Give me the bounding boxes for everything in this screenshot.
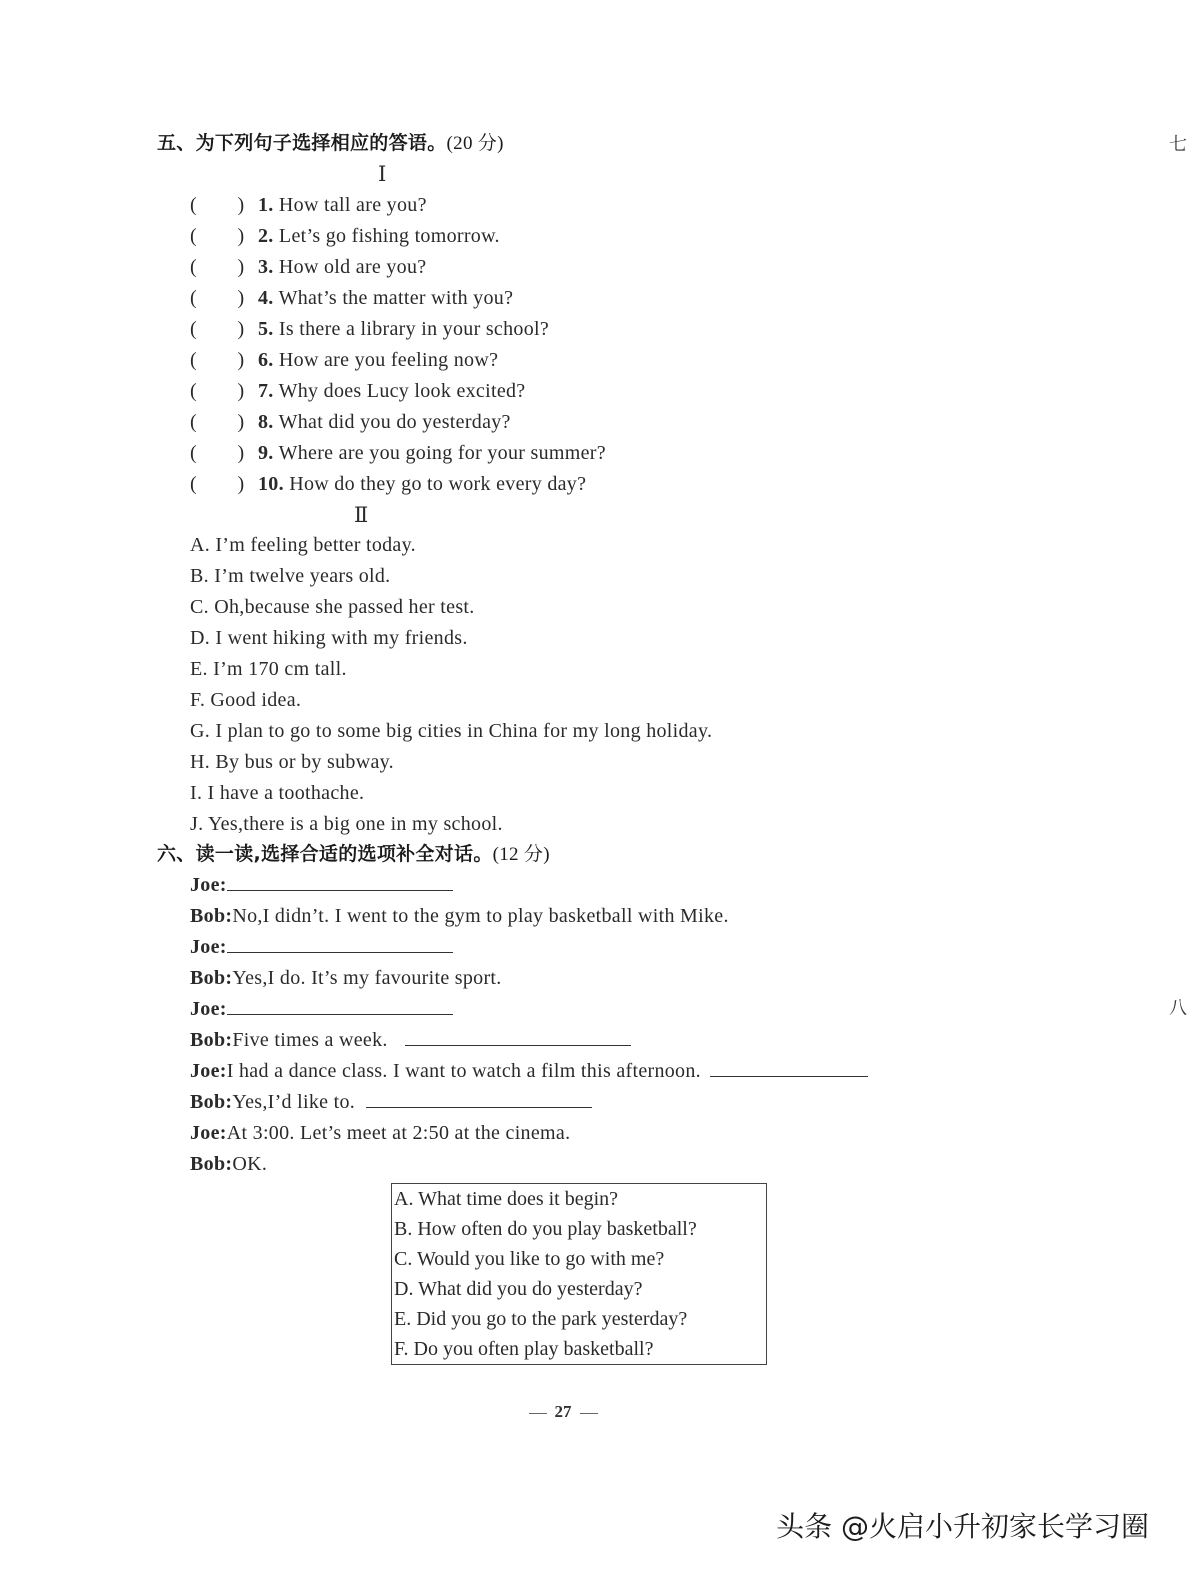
speaker: Joe: bbox=[190, 1060, 227, 1082]
answer-option-e: E. I’m 170 cm tall. bbox=[190, 658, 347, 680]
question-8 bbox=[190, 408, 511, 436]
answer-option-g: G. I plan to go to some big cities in China for my long holiday. bbox=[190, 720, 713, 742]
question-text: How are you feeling now? bbox=[278, 349, 499, 371]
speaker: Bob: bbox=[190, 1153, 233, 1175]
dialog-option-a: A. What time does it begin? bbox=[394, 1188, 619, 1210]
question-text: How tall are you? bbox=[278, 194, 427, 216]
question-text: What’s the matter with you? bbox=[278, 287, 514, 309]
answer-blank[interactable] bbox=[710, 1058, 868, 1077]
page-number-text: 27 bbox=[554, 1402, 572, 1421]
answer-paren[interactable]: ( ) bbox=[190, 287, 245, 309]
question-text: What did you do yesterday? bbox=[278, 411, 511, 433]
question-number: 10. bbox=[258, 473, 284, 495]
question-text: Why does Lucy look excited? bbox=[278, 380, 526, 402]
answer-paren[interactable]: ( ) bbox=[190, 256, 245, 278]
question-text: How old are you? bbox=[278, 256, 427, 278]
answer-paren[interactable]: ( ) bbox=[190, 411, 245, 433]
speaker: Joe: bbox=[190, 874, 227, 896]
page-number bbox=[0, 1402, 1126, 1422]
dialog-text: Yes,I do. It’s my favourite sport. bbox=[232, 967, 502, 989]
dialog-line-1 bbox=[190, 871, 453, 899]
section6-title: 六、读一读,选择合适的选项补全对话。 bbox=[157, 843, 493, 865]
part1-label: Ⅰ bbox=[378, 162, 387, 186]
question-number: 5. bbox=[258, 318, 274, 340]
dialog-option-c: C. Would you like to go with me? bbox=[394, 1248, 665, 1270]
answer-paren[interactable]: ( ) bbox=[190, 442, 245, 464]
watermark: 头条 @火启小升初家长学习圈 bbox=[776, 1510, 1149, 1543]
question-number: 8. bbox=[258, 411, 274, 433]
speaker: Bob: bbox=[190, 905, 233, 927]
speaker: Bob: bbox=[190, 1091, 233, 1113]
dialog-line-4 bbox=[190, 964, 502, 992]
question-text: Is there a library in your school? bbox=[278, 318, 550, 340]
answer-option-a: A. I’m feeling better today. bbox=[190, 534, 416, 556]
answer-option-i: I. I have a toothache. bbox=[190, 782, 365, 804]
question-9 bbox=[190, 439, 606, 467]
dialog-option-d: D. What did you do yesterday? bbox=[394, 1278, 643, 1300]
answer-option-h: H. By bus or by subway. bbox=[190, 751, 394, 773]
speaker: Bob: bbox=[190, 1029, 233, 1051]
dash-right bbox=[580, 1413, 598, 1414]
dialog-text: OK. bbox=[232, 1153, 268, 1175]
dialog-text: At 3:00. Let’s meet at 2:50 at the cinema. bbox=[226, 1122, 571, 1144]
dialog-text: Yes,I’d like to. bbox=[232, 1091, 356, 1113]
speaker: Bob: bbox=[190, 967, 233, 989]
question-6 bbox=[190, 346, 498, 374]
answer-option-f: F. Good idea. bbox=[190, 689, 302, 711]
answer-blank[interactable] bbox=[405, 1027, 631, 1046]
answer-option-b: B. I’m twelve years old. bbox=[190, 565, 391, 587]
dialog-option-b: B. How often do you play basketball? bbox=[394, 1218, 697, 1240]
section5-heading bbox=[157, 129, 504, 158]
dialog-option-f: F. Do you often play basketball? bbox=[394, 1338, 654, 1360]
dialog-text: Five times a week. bbox=[232, 1029, 388, 1051]
dialog-line-9 bbox=[190, 1119, 570, 1147]
speaker: Joe: bbox=[190, 998, 227, 1020]
dialog-line-6 bbox=[190, 1026, 631, 1054]
section6-heading bbox=[157, 840, 550, 869]
question-number: 1. bbox=[258, 194, 274, 216]
question-text: Where are you going for your summer? bbox=[278, 442, 606, 464]
part2-label: Ⅱ bbox=[354, 503, 369, 527]
section6-score: (12 分) bbox=[492, 844, 550, 865]
question-text: Let’s go fishing tomorrow. bbox=[278, 225, 500, 247]
question-number: 7. bbox=[258, 380, 274, 402]
question-number: 9. bbox=[258, 442, 274, 464]
question-7 bbox=[190, 377, 525, 405]
dialog-line-7 bbox=[190, 1057, 868, 1085]
question-number: 4. bbox=[258, 287, 274, 309]
question-text: How do they go to work every day? bbox=[289, 473, 587, 495]
edge-mark-top: 七 bbox=[1169, 134, 1187, 154]
question-number: 3. bbox=[258, 256, 274, 278]
question-5 bbox=[190, 315, 549, 343]
answer-paren[interactable]: ( ) bbox=[190, 380, 245, 402]
answer-option-d: D. I went hiking with my friends. bbox=[190, 627, 468, 649]
dialog-line-2 bbox=[190, 902, 729, 930]
dialog-line-5 bbox=[190, 995, 453, 1023]
dialog-option-e: E. Did you go to the park yesterday? bbox=[394, 1308, 688, 1330]
question-4 bbox=[190, 284, 513, 312]
dialog-text: No,I didn’t. I went to the gym to play basketball with Mike. bbox=[232, 905, 729, 927]
answer-option-c: C. Oh,because she passed her test. bbox=[190, 596, 475, 618]
answer-paren[interactable]: ( ) bbox=[190, 349, 245, 371]
question-3 bbox=[190, 253, 426, 281]
answer-paren[interactable]: ( ) bbox=[190, 318, 245, 340]
question-number: 2. bbox=[258, 225, 274, 247]
dialog-line-3 bbox=[190, 933, 453, 961]
answer-option-j: J. Yes,there is a big one in my school. bbox=[190, 813, 503, 835]
question-1 bbox=[190, 191, 427, 219]
question-10 bbox=[190, 470, 586, 498]
answer-paren[interactable]: ( ) bbox=[190, 194, 245, 216]
answer-blank[interactable] bbox=[227, 996, 453, 1015]
dialog-line-8 bbox=[190, 1088, 592, 1116]
section5-score: (20 分) bbox=[446, 133, 504, 154]
answer-paren[interactable]: ( ) bbox=[190, 225, 245, 247]
dialog-text: I had a dance class. I want to watch a film this afternoon. bbox=[226, 1060, 701, 1082]
question-2 bbox=[190, 222, 500, 250]
dash-left bbox=[529, 1413, 547, 1414]
dialog-line-10 bbox=[190, 1150, 267, 1178]
section5-title: 五、为下列句子选择相应的答语。 bbox=[157, 132, 447, 154]
speaker: Joe: bbox=[190, 936, 227, 958]
answer-blank[interactable] bbox=[227, 934, 453, 953]
edge-mark-bottom: 八 bbox=[1169, 998, 1187, 1018]
answer-blank[interactable] bbox=[366, 1089, 592, 1108]
speaker: Joe: bbox=[190, 1122, 227, 1144]
options-box bbox=[391, 1183, 767, 1365]
question-number: 6. bbox=[258, 349, 274, 371]
answer-blank[interactable] bbox=[227, 872, 453, 891]
answer-paren[interactable]: ( ) bbox=[190, 473, 245, 495]
